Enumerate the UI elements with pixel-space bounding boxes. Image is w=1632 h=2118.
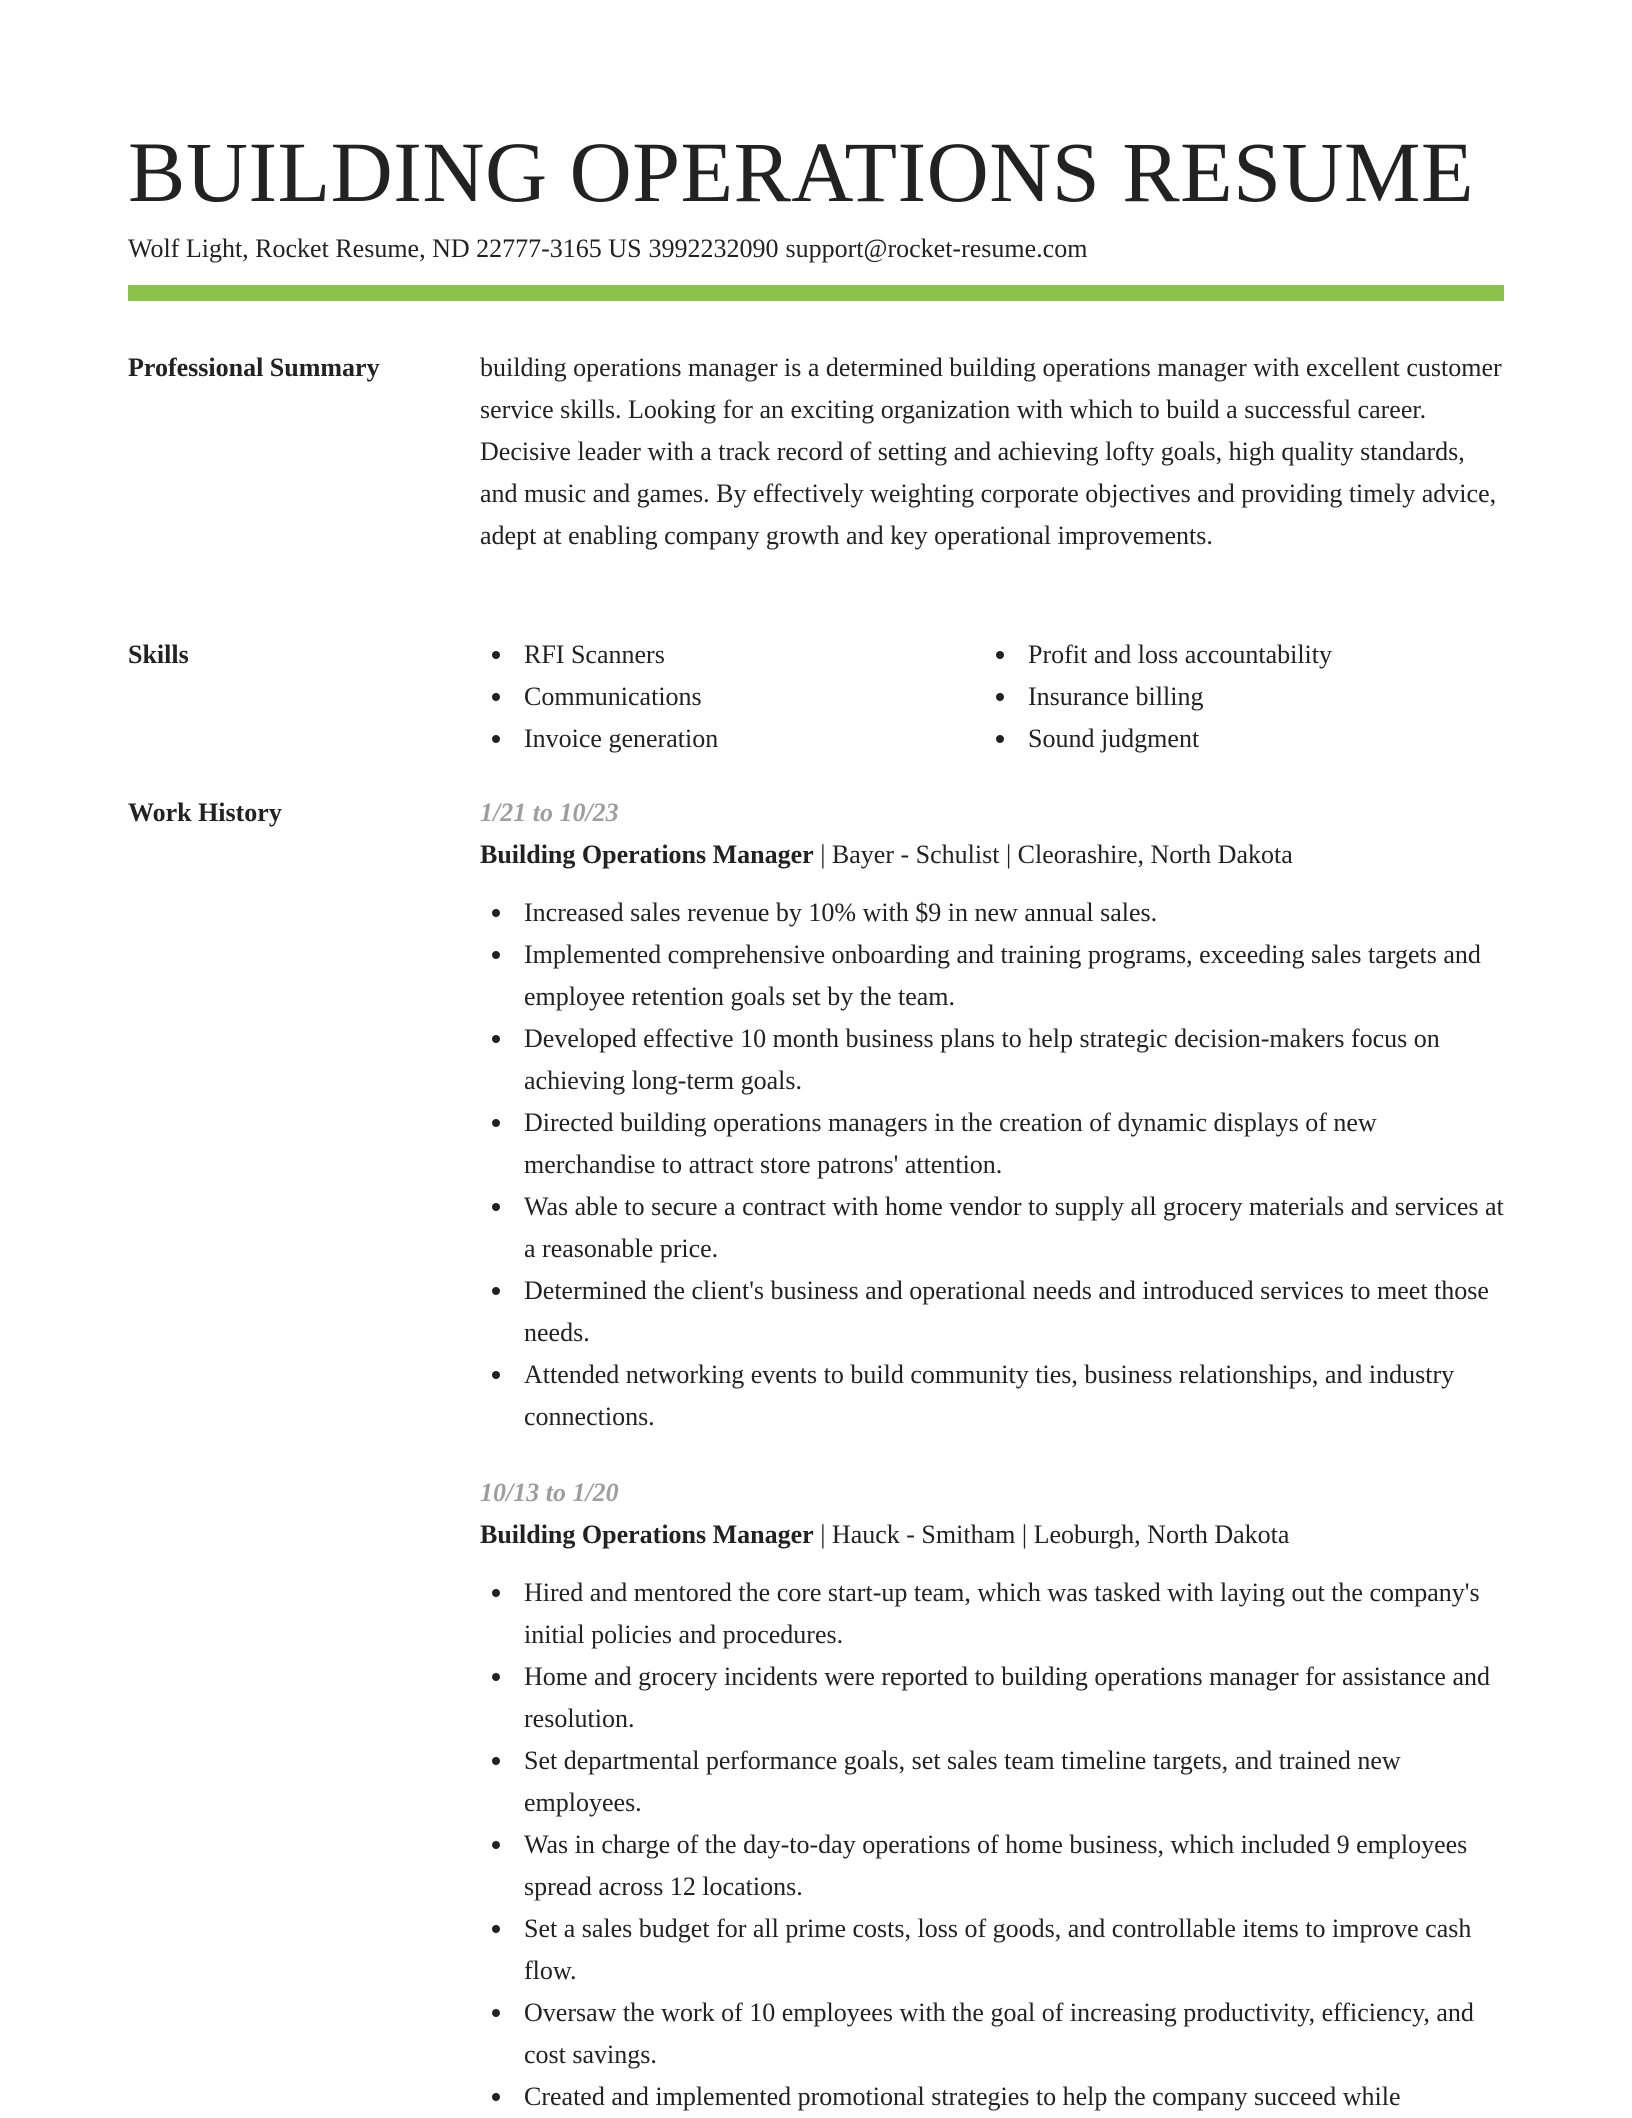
skill-item: Insurance billing bbox=[984, 676, 1488, 718]
job-bullet: Developed effective 10 month business plans to help strategic decision-makers focus on achieving long-term goals. bbox=[480, 1018, 1504, 1102]
job-entry bbox=[480, 1472, 1504, 2118]
job-bullet: Set departmental performance goals, set sales team timeline targets, and trained new employees. bbox=[480, 1740, 1504, 1824]
job-dates: 1/21 to 10/23 bbox=[480, 798, 619, 827]
skill-item: RFI Scanners bbox=[480, 634, 984, 676]
work-history-label: Work History bbox=[128, 798, 282, 827]
job-location: Cleorashire, North Dakota bbox=[1017, 840, 1293, 869]
job-bullet: Attended networking events to build community ties, business relationships, and industry connections. bbox=[480, 1354, 1504, 1438]
job-bullet: Was able to secure a contract with home vendor to supply all grocery materials and services at a reasonable price. bbox=[480, 1186, 1504, 1270]
skill-item: Invoice generation bbox=[480, 718, 984, 760]
job-entry bbox=[480, 792, 1504, 1438]
job-bullet: Directed building operations managers in the creation of dynamic displays of new merchandise to attract store patrons' attention. bbox=[480, 1102, 1504, 1186]
resume-title: BUILDING OPERATIONS RESUME bbox=[128, 124, 1475, 220]
skill-item: Profit and loss accountability bbox=[984, 634, 1488, 676]
contact-address: Wolf Light, Rocket Resume, ND 22777-3165 US bbox=[128, 234, 642, 263]
job-title: Building Operations Manager bbox=[480, 840, 814, 869]
job-bullet: Set a sales budget for all prime costs, loss of goods, and controllable items to improve cash flow. bbox=[480, 1908, 1504, 1992]
job-company: Bayer - Schulist bbox=[831, 840, 1000, 869]
job-bullet: Determined the client's business and operational needs and introduced services to meet those needs. bbox=[480, 1270, 1504, 1354]
job-separator: | bbox=[1005, 840, 1018, 869]
job-separator: | bbox=[820, 1520, 832, 1549]
skill-item: Sound judgment bbox=[984, 718, 1488, 760]
job-bullet: Oversaw the work of 10 employees with the goal of increasing productivity, efficiency, and cost savings. bbox=[480, 1992, 1504, 2076]
job-bullet: Was in charge of the day-to-day operations of home business, which included 9 employees spread across 12 locations. bbox=[480, 1824, 1504, 1908]
contact-line bbox=[128, 231, 1087, 267]
skill-item: Communications bbox=[480, 676, 984, 718]
skills-label: Skills bbox=[128, 640, 189, 669]
job-bullet: Implemented comprehensive onboarding and training programs, exceeding sales targets and employee retention goals set by the team. bbox=[480, 934, 1504, 1018]
job-title: Building Operations Manager bbox=[480, 1520, 814, 1549]
job-bullet: Created and implemented promotional strategies to help the company succeed while bbox=[480, 2076, 1504, 2118]
work-history-body bbox=[480, 792, 1504, 2118]
job-header bbox=[480, 1514, 1504, 1556]
job-separator: | bbox=[1021, 1520, 1034, 1549]
job-location: Leoburgh, North Dakota bbox=[1033, 1520, 1290, 1549]
contact-email: support@rocket-resume.com bbox=[785, 234, 1088, 263]
accent-divider bbox=[128, 285, 1504, 301]
skills-grid bbox=[480, 634, 1504, 760]
job-bullets bbox=[480, 1572, 1504, 2118]
contact-phone: 3992232090 bbox=[648, 234, 779, 263]
skills-column-right bbox=[984, 634, 1488, 760]
job-header bbox=[480, 834, 1504, 876]
job-bullet: Hired and mentored the core start-up team, which was tasked with laying out the company's initial policies and procedures. bbox=[480, 1572, 1504, 1656]
job-bullets bbox=[480, 892, 1504, 1438]
job-dates: 10/13 to 1/20 bbox=[480, 1478, 619, 1507]
summary-text: building operations manager is a determined building operations manager with excellent customer service skills. Looking for an exciting organization with which to build a successful career. Decisive leader with a track record of setting and achieving lofty goals, high quality standards, and music and games. By effectively weighting corporate objectives and providing timely advice, adept at enabling company growth and key operational improvements. bbox=[480, 353, 1502, 550]
job-bullet: Increased sales revenue by 10% with $9 in new annual sales. bbox=[480, 892, 1504, 934]
job-separator: | bbox=[820, 840, 832, 869]
job-company: Hauck - Smitham bbox=[831, 1520, 1016, 1549]
job-bullet: Home and grocery incidents were reported to building operations manager for assistance and resolution. bbox=[480, 1656, 1504, 1740]
skills-body bbox=[480, 634, 1504, 760]
summary-label: Professional Summary bbox=[128, 353, 380, 382]
summary-body bbox=[480, 347, 1504, 557]
skills-column-left bbox=[480, 634, 984, 760]
